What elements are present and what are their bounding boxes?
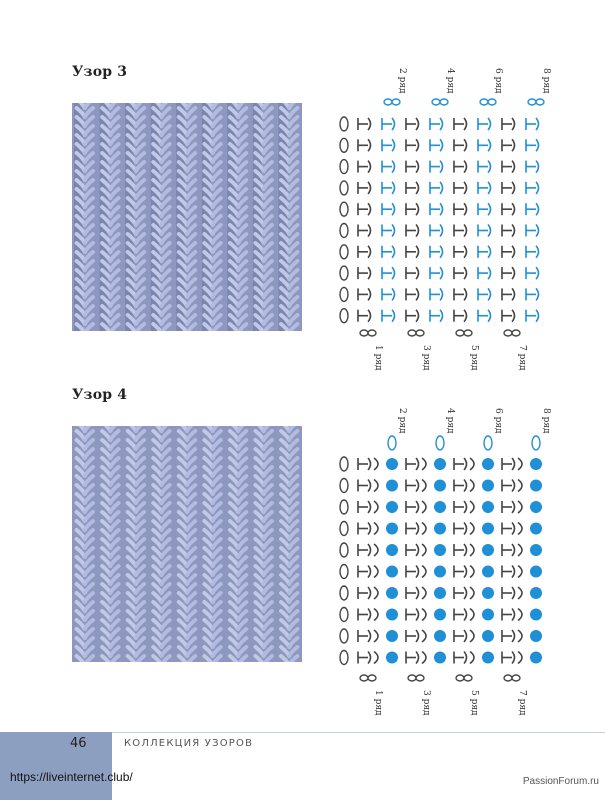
chain-oval-icon [340, 479, 348, 493]
hook-stitch-icon [358, 161, 371, 173]
chain-oval-icon [340, 181, 348, 195]
hook-stitch-icon [478, 267, 491, 279]
hook-stitch-icon [358, 225, 371, 237]
pattern-3-photo [72, 103, 302, 331]
hook-stitch-icon [358, 458, 371, 470]
stitch-grid [340, 99, 544, 336]
hook-stitch-icon [502, 480, 515, 492]
arc-stitch-icon [374, 501, 378, 513]
row-label-top: 6 ряд [493, 408, 503, 434]
hook-stitch-icon [454, 267, 467, 279]
hook-stitch-icon [502, 225, 515, 237]
hook-stitch-icon [406, 501, 419, 513]
hook-stitch-icon [502, 161, 515, 173]
footer-color-band [0, 732, 112, 800]
chain-oval-icon [340, 224, 348, 238]
hook-stitch-icon [406, 544, 419, 556]
chain-oval-icon [340, 522, 348, 536]
hook-stitch-icon [526, 182, 539, 194]
double-chain-icon [528, 99, 544, 105]
hook-stitch-icon [358, 246, 371, 258]
double-chain-icon [360, 330, 376, 336]
hook-stitch-icon [478, 161, 491, 173]
arc-stitch-icon [470, 544, 474, 556]
hook-stitch-icon [526, 288, 539, 300]
double-chain-icon [408, 675, 424, 681]
hook-stitch-icon [406, 203, 419, 215]
hook-stitch-icon [382, 246, 395, 258]
watermark-text: PassionForum.ru [522, 776, 599, 787]
hook-stitch-icon [406, 310, 419, 322]
hook-stitch-icon [478, 246, 491, 258]
pattern-4-title: Узор 4 [72, 387, 128, 403]
hook-stitch-icon [526, 161, 539, 173]
blue-dot-icon [434, 501, 446, 513]
blue-dot-icon [386, 587, 398, 599]
hook-stitch-icon [406, 225, 419, 237]
arc-stitch-icon [470, 458, 474, 470]
pattern-4-chart [328, 400, 558, 720]
arc-stitch-icon [470, 480, 474, 492]
hook-stitch-icon [406, 630, 419, 642]
chain-oval-icon [340, 266, 348, 280]
hook-stitch-icon [502, 267, 515, 279]
page-footer [0, 732, 605, 800]
chain-oval-icon [388, 436, 396, 450]
hook-stitch-icon [406, 652, 419, 664]
hook-stitch-icon [358, 587, 371, 599]
hook-stitch-icon [430, 267, 443, 279]
hook-stitch-icon [454, 182, 467, 194]
hook-stitch-icon [358, 118, 371, 130]
hook-stitch-icon [454, 139, 467, 151]
arc-stitch-icon [470, 609, 474, 621]
hook-stitch-icon [478, 139, 491, 151]
chain-oval-icon [340, 160, 348, 174]
hook-stitch-icon [526, 118, 539, 130]
double-chain-icon [480, 99, 496, 105]
arc-stitch-icon [518, 544, 522, 556]
hook-stitch-icon [406, 161, 419, 173]
blue-dot-icon [434, 458, 446, 470]
blue-dot-icon [386, 652, 398, 664]
row-label-top: 4 ряд [445, 408, 455, 434]
hook-stitch-icon [478, 225, 491, 237]
blue-dot-icon [482, 609, 494, 621]
arc-stitch-icon [518, 609, 522, 621]
knitted-texture-image [72, 426, 302, 662]
arc-stitch-icon [518, 566, 522, 578]
double-chain-icon [456, 330, 472, 336]
blue-dot-icon [482, 480, 494, 492]
blue-dot-icon [482, 652, 494, 664]
hook-stitch-icon [358, 609, 371, 621]
arc-stitch-icon [470, 566, 474, 578]
double-chain-icon [408, 330, 424, 336]
hook-stitch-icon [358, 630, 371, 642]
hook-stitch-icon [358, 544, 371, 556]
row-label-top: 8 ряд [541, 408, 551, 434]
hook-stitch-icon [382, 161, 395, 173]
hook-stitch-icon [430, 225, 443, 237]
hook-stitch-icon [358, 652, 371, 664]
chain-oval-icon [340, 608, 348, 622]
hook-stitch-icon [502, 139, 515, 151]
arc-stitch-icon [518, 523, 522, 535]
chain-oval-icon [340, 117, 348, 131]
blue-dot-icon [482, 587, 494, 599]
blue-dot-icon [530, 480, 542, 492]
hook-stitch-icon [502, 203, 515, 215]
row-label-bottom: 3 ряд [421, 345, 431, 371]
blue-dot-icon [482, 630, 494, 642]
page-number: 46 [70, 736, 87, 751]
arc-stitch-icon [518, 652, 522, 664]
arc-stitch-icon [470, 652, 474, 664]
hook-stitch-icon [502, 118, 515, 130]
hook-stitch-icon [526, 267, 539, 279]
arc-stitch-icon [518, 458, 522, 470]
hook-stitch-icon [454, 609, 467, 621]
hook-stitch-icon [454, 587, 467, 599]
double-chain-icon [456, 675, 472, 681]
hook-stitch-icon [502, 246, 515, 258]
hook-stitch-icon [430, 139, 443, 151]
hook-stitch-icon [526, 203, 539, 215]
arc-stitch-icon [422, 458, 426, 470]
blue-dot-icon [530, 609, 542, 621]
hook-stitch-icon [382, 225, 395, 237]
hook-stitch-icon [454, 566, 467, 578]
chain-oval-icon [436, 436, 444, 450]
arc-stitch-icon [422, 566, 426, 578]
blue-dot-icon [434, 652, 446, 664]
hook-stitch-icon [406, 609, 419, 621]
row-label-bottom: 3 ряд [421, 690, 431, 716]
row-label-bottom: 7 ряд [517, 345, 527, 371]
hook-stitch-icon [358, 501, 371, 513]
arc-stitch-icon [374, 652, 378, 664]
hook-stitch-icon [502, 587, 515, 599]
hook-stitch-icon [430, 182, 443, 194]
hook-stitch-icon [406, 139, 419, 151]
row-label-top: 2 ряд [397, 408, 407, 434]
chain-oval-icon [340, 457, 348, 471]
hook-stitch-icon [382, 139, 395, 151]
arc-stitch-icon [470, 523, 474, 535]
blue-dot-icon [434, 480, 446, 492]
chain-oval-icon [340, 629, 348, 643]
blue-dot-icon [530, 501, 542, 513]
pattern-3-title: Узор 3 [72, 64, 128, 80]
arc-stitch-icon [470, 630, 474, 642]
hook-stitch-icon [358, 203, 371, 215]
arc-stitch-icon [422, 480, 426, 492]
hook-stitch-icon [382, 118, 395, 130]
hook-stitch-icon [430, 246, 443, 258]
blue-dot-icon [434, 544, 446, 556]
hook-stitch-icon [478, 118, 491, 130]
row-label-top: 6 ряд [493, 68, 503, 94]
stitch-grid [340, 436, 542, 681]
hook-stitch-icon [526, 246, 539, 258]
arc-stitch-icon [470, 501, 474, 513]
double-chain-icon [504, 330, 520, 336]
row-label-top: 8 ряд [541, 68, 551, 94]
blue-dot-icon [530, 652, 542, 664]
blue-dot-icon [482, 523, 494, 535]
blue-dot-icon [482, 501, 494, 513]
blue-dot-icon [386, 480, 398, 492]
hook-stitch-icon [454, 118, 467, 130]
arc-stitch-icon [374, 609, 378, 621]
arc-stitch-icon [422, 609, 426, 621]
hook-stitch-icon [430, 310, 443, 322]
hook-stitch-icon [382, 203, 395, 215]
hook-stitch-icon [358, 139, 371, 151]
hook-stitch-icon [502, 310, 515, 322]
blue-dot-icon [434, 523, 446, 535]
double-chain-icon [432, 99, 448, 105]
arc-stitch-icon [518, 630, 522, 642]
arc-stitch-icon [518, 587, 522, 599]
row-label-top: 2 ряд [397, 68, 407, 94]
hook-stitch-icon [454, 523, 467, 535]
chain-oval-icon [340, 651, 348, 665]
arc-stitch-icon [422, 652, 426, 664]
hook-stitch-icon [454, 310, 467, 322]
hook-stitch-icon [454, 652, 467, 664]
hook-stitch-icon [454, 480, 467, 492]
arc-stitch-icon [374, 523, 378, 535]
arc-stitch-icon [518, 501, 522, 513]
hook-stitch-icon [454, 225, 467, 237]
chain-oval-icon [340, 500, 348, 514]
blue-dot-icon [434, 566, 446, 578]
arc-stitch-icon [422, 501, 426, 513]
chain-oval-icon [340, 586, 348, 600]
arc-stitch-icon [422, 587, 426, 599]
blue-dot-icon [434, 630, 446, 642]
hook-stitch-icon [406, 566, 419, 578]
hook-stitch-icon [430, 161, 443, 173]
hook-stitch-icon [454, 458, 467, 470]
hook-stitch-icon [358, 523, 371, 535]
row-label-bottom: 7 ряд [517, 690, 527, 716]
blue-dot-icon [386, 501, 398, 513]
arc-stitch-icon [374, 566, 378, 578]
hook-stitch-icon [478, 310, 491, 322]
hook-stitch-icon [526, 225, 539, 237]
chain-oval-icon [340, 565, 348, 579]
double-chain-icon [360, 675, 376, 681]
arc-stitch-icon [470, 587, 474, 599]
book-title: КОЛЛЕКЦИЯ УЗОРОВ [124, 738, 254, 749]
hook-stitch-icon [502, 630, 515, 642]
hook-stitch-icon [478, 203, 491, 215]
hook-stitch-icon [406, 182, 419, 194]
hook-stitch-icon [406, 458, 419, 470]
hook-stitch-icon [382, 310, 395, 322]
hook-stitch-icon [454, 161, 467, 173]
arc-stitch-icon [374, 480, 378, 492]
hook-stitch-icon [502, 566, 515, 578]
blue-dot-icon [530, 566, 542, 578]
hook-stitch-icon [406, 587, 419, 599]
hook-stitch-icon [358, 267, 371, 279]
hook-stitch-icon [382, 267, 395, 279]
hook-stitch-icon [430, 288, 443, 300]
hook-stitch-icon [502, 458, 515, 470]
hook-stitch-icon [406, 480, 419, 492]
hook-stitch-icon [430, 203, 443, 215]
chain-oval-icon [340, 287, 348, 301]
blue-dot-icon [434, 609, 446, 621]
arc-stitch-icon [518, 480, 522, 492]
blue-dot-icon [530, 587, 542, 599]
hook-stitch-icon [454, 246, 467, 258]
hook-stitch-icon [430, 118, 443, 130]
hook-stitch-icon [502, 609, 515, 621]
blue-dot-icon [386, 609, 398, 621]
chain-oval-icon [340, 138, 348, 152]
blue-dot-icon [482, 544, 494, 556]
chain-oval-icon [484, 436, 492, 450]
arc-stitch-icon [422, 523, 426, 535]
blue-dot-icon [386, 523, 398, 535]
blue-dot-icon [386, 630, 398, 642]
row-label-bottom: 5 ряд [469, 690, 479, 716]
source-url-link[interactable]: https://liveinternet.club/ [10, 770, 133, 784]
blue-dot-icon [482, 566, 494, 578]
arc-stitch-icon [374, 458, 378, 470]
arc-stitch-icon [422, 544, 426, 556]
hook-stitch-icon [454, 501, 467, 513]
row-label-bottom: 5 ряд [469, 345, 479, 371]
hook-stitch-icon [454, 630, 467, 642]
hook-stitch-icon [358, 566, 371, 578]
chain-oval-icon [340, 245, 348, 259]
chain-oval-icon [532, 436, 540, 450]
hook-stitch-icon [406, 523, 419, 535]
hook-stitch-icon [526, 310, 539, 322]
hook-stitch-icon [382, 288, 395, 300]
blue-dot-icon [530, 630, 542, 642]
blue-dot-icon [530, 523, 542, 535]
blue-dot-icon [434, 587, 446, 599]
arc-stitch-icon [422, 630, 426, 642]
hook-stitch-icon [406, 267, 419, 279]
hook-stitch-icon [502, 544, 515, 556]
hook-stitch-icon [502, 288, 515, 300]
blue-dot-icon [386, 566, 398, 578]
blue-dot-icon [530, 458, 542, 470]
pattern-3-chart [328, 60, 558, 375]
hook-stitch-icon [358, 310, 371, 322]
hook-stitch-icon [406, 118, 419, 130]
double-chain-icon [504, 675, 520, 681]
blue-dot-icon [530, 544, 542, 556]
hook-stitch-icon [454, 288, 467, 300]
hook-stitch-icon [406, 246, 419, 258]
hook-stitch-icon [478, 288, 491, 300]
chain-oval-icon [340, 543, 348, 557]
chain-oval-icon [340, 202, 348, 216]
blue-dot-icon [386, 458, 398, 470]
arc-stitch-icon [374, 544, 378, 556]
row-label-bottom: 1 ряд [373, 345, 383, 371]
row-label-top: 4 ряд [445, 68, 455, 94]
arc-stitch-icon [374, 587, 378, 599]
hook-stitch-icon [502, 501, 515, 513]
knitted-texture-image [72, 103, 302, 331]
hook-stitch-icon [502, 182, 515, 194]
hook-stitch-icon [478, 182, 491, 194]
double-chain-icon [384, 99, 400, 105]
blue-dot-icon [482, 458, 494, 470]
blue-dot-icon [386, 544, 398, 556]
hook-stitch-icon [358, 182, 371, 194]
pattern-4-photo [72, 426, 302, 662]
row-label-bottom: 1 ряд [373, 690, 383, 716]
hook-stitch-icon [454, 203, 467, 215]
hook-stitch-icon [454, 544, 467, 556]
hook-stitch-icon [502, 523, 515, 535]
hook-stitch-icon [382, 182, 395, 194]
hook-stitch-icon [502, 652, 515, 664]
hook-stitch-icon [406, 288, 419, 300]
hook-stitch-icon [358, 480, 371, 492]
hook-stitch-icon [526, 139, 539, 151]
hook-stitch-icon [358, 288, 371, 300]
chain-oval-icon [340, 309, 348, 323]
arc-stitch-icon [374, 630, 378, 642]
